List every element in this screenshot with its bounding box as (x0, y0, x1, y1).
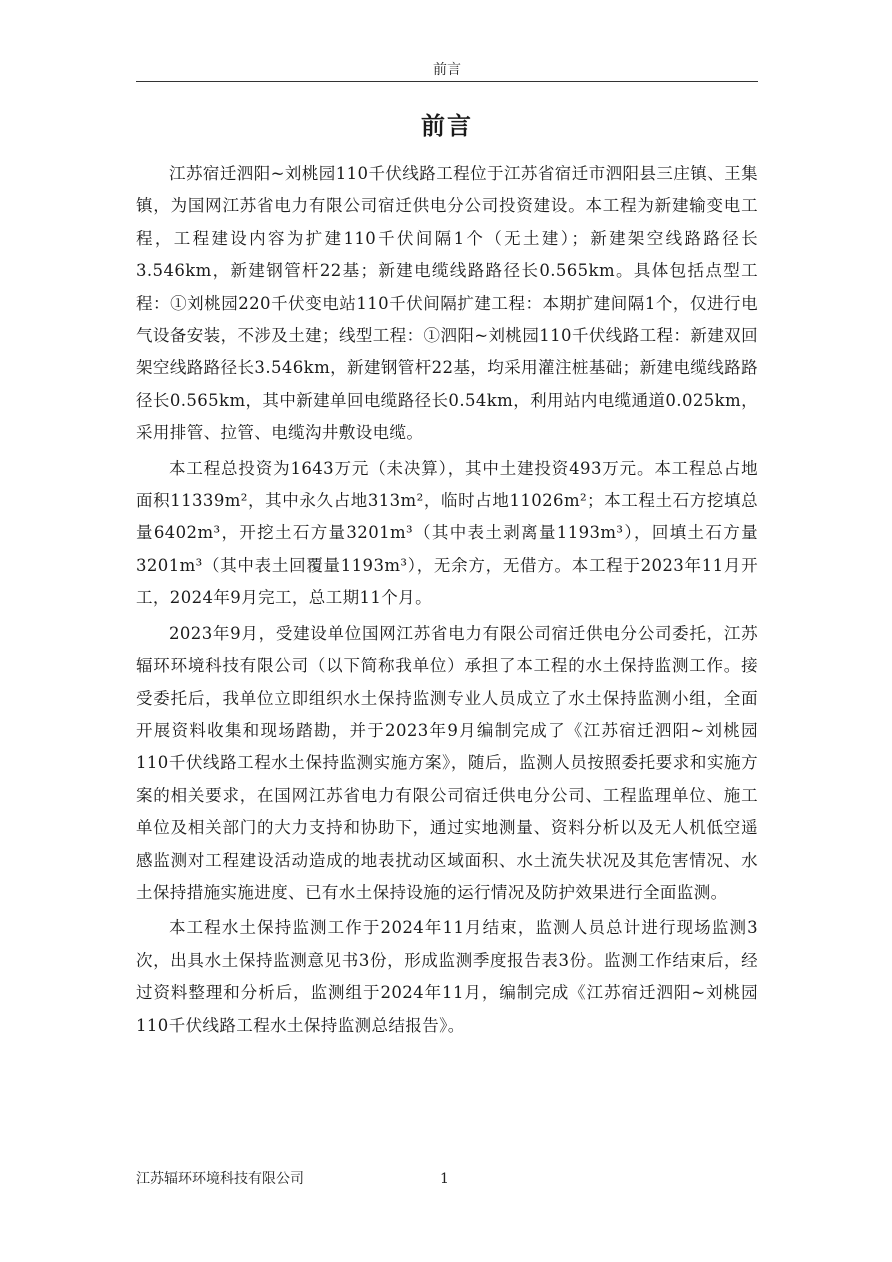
running-header: 前言 (433, 62, 461, 78)
page-footer (136, 1168, 758, 1190)
paragraph-investment-and-land: 本工程总投资为1643万元（未决算），其中土建投资493万元。本工程总占地面积11339m²，其中永久占地313m²，临时占地11026m²；本工程土石方挖填总量6402m³，开挖土石方量3201m³（其中表土剥离量1193m³），回填土石方量3201m³（其中表土回覆量1193m³），无余方，无借方。本工程于2023年11月开工，2024年9月完工，总工期11个月。 (136, 458, 758, 608)
header-divider (136, 81, 758, 82)
paragraph-monitoring-process: 2023年9月，受建设单位国网江苏省电力有限公司宿迁供电分公司委托，江苏辐环环境科技有限公司（以下简称我单位）承担了本工程的水土保持监测工作。接受委托后，我单位立即组织水土保持监测专业人员成立了水土保持监测小组，全面开展资料收集和现场踏勘，并于2023年9月编制完成了《江苏宿迁泗阳~刘桃园110千伏线路工程水土保持监测实施方案》，随后，监测人员按照委托要求和实施方案的相关要求，在国网江苏省电力有限公司宿迁供电分公司、工程监理单位、施工单位及相关部门的大力支持和协助下，通过实地测量、资料分析以及无人机低空遥感监测对工程建设活动造成的地表扰动区域面积、水土流失状况及其危害情况、水土保持措施实施进度、已有水土保持设施的运行情况及防护效果进行全面监测。 (136, 623, 758, 902)
body-text (136, 158, 758, 1045)
paragraph-project-overview: 江苏宿迁泗阳~刘桃园110千伏线路工程位于江苏省宿迁市泗阳县三庄镇、王集镇，为国网江苏省电力有限公司宿迁供电分公司投资建设。本工程为新建输变电工程，工程建设内容为扩建110千伏间隔1个（无土建）；新建架空线路路径长3.546km，新建钢管杆22基；新建电缆线路路径长0.565km。具体包括点型工程：①刘桃园220千伏变电站110千伏间隔扩建工程：本期扩建间隔1个，仅进行电气设备安装，不涉及土建；线型工程：①泗阳~刘桃园110千伏线路工程：新建双回架空线路路径长3.546km，新建钢管杆22基，均采用灌注桩基础；新建电缆线路路径长0.565km，其中新建单回电缆路径长0.54km，利用站内电缆通道0.025km，采用排管、拉管、电缆沟井敷设电缆。 (136, 164, 758, 443)
page-title: 前言 (421, 111, 473, 140)
paragraph-monitoring-conclusion: 本工程水土保持监测工作于2024年11月结束，监测人员总计进行现场监测3次，出具水土保持监测意见书3份，形成监测季度报告表3份。监测工作结束后，经过资料整理和分析后，监测组于2024年11月，编制完成《江苏宿迁泗阳~刘桃园110千伏线路工程水土保持监测总结报告》。 (136, 918, 758, 1035)
footer-company-name: 江苏辐环环境科技有限公司 (136, 1171, 304, 1187)
footer-page-number: 1 (440, 1171, 449, 1187)
